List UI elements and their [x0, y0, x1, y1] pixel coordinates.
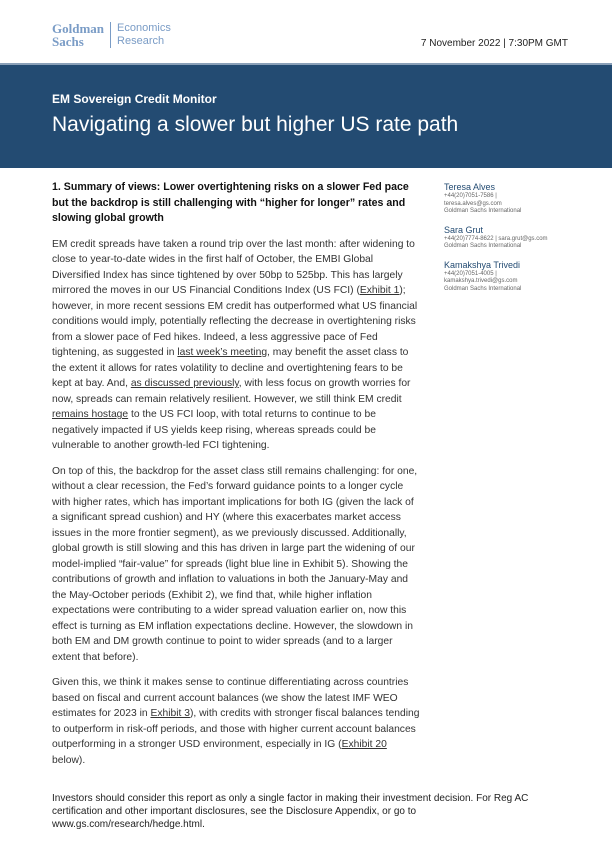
inline-link[interactable]: Exhibit 20: [341, 739, 387, 750]
disclosure-footer: Investors should consider this report as only a single factor in making their investment decision. For Reg AC certification and other important disclosures, see the Disclosure Appendix, or go to www.gs.com/research/hedge.html.: [52, 793, 529, 830]
author-firm: Goldman Sachs International: [444, 285, 522, 292]
author-phone: +44(20)7051-4005 |: [444, 270, 497, 277]
body-text: EM credit spreads have taken a round trip over the last month: after widening to close to year-to-date wides in the first half of October, the EMBI Global Diversified Index has since tightened by over 50bp to 525bp. This has largely mirrored the moves in our US Financial Conditions Index (US FCI) (: [52, 238, 415, 296]
author-email[interactable]: kamakshya.trivedi@gs.com: [444, 278, 518, 284]
body-text: to the US FCI loop, with total returns to continue to be negatively impacted if US yields keep rising, whereas spreads could be vulnerable to another growth-led FCI tightening.: [52, 409, 376, 451]
publish-date: 7 November 2022 | 7:30PM GMT: [420, 38, 568, 49]
dept-line: Economics: [117, 22, 171, 34]
author-email[interactable]: teresa.alves@gs.com: [444, 200, 502, 207]
body-text: , may benefit the asset class to the extent it allows for rates volatility to decline and overtightening fears to be kept at bay. And,: [52, 347, 409, 389]
body-text: ); however, in more recent sessions EM credit has outperformed what US financial conditions would imply, potentially reflecting the decrease in overtightening risks from a slower pace of Fed hikes. Indeed, a less aggressive pace of Fed tightening, as suggested in: [52, 285, 418, 358]
section-heading: 1. Summary of views: Lower overtightening risks on a slower Fed pace but the backdrop is still challenging with “higher for longer” rates and slowing global growth: [52, 181, 409, 224]
main-body: [52, 180, 422, 768]
series-name: EM Sovereign Credit Monitor: [52, 92, 217, 106]
body-paragraph: [52, 675, 422, 768]
body-text: below).: [52, 754, 86, 766]
report-title: Navigating a slower but higher US rate path: [52, 113, 459, 136]
body-text: On top of this, the backdrop for the asset class still remains challenging: for one, without a clear recession, the Fed’s forward guidance points to a longer cycle with higher rates, which has important implications for both IG (given the lack of a significant spread cushion) and HY (where this exacerbates market access issues in the more frontier segment), as we previously discussed. Additionally, global growth is still slowing and this has driven in large part the widening of our model-implied “fair-value” for spreads (light blue line in Exhibit 5). Showing the contributions of growth and inflation to valuations in both the January-May and the May-October periods (Exhibit 2), we find that, while higher inflation expectations were contributing to a wider spread valuation earlier on, now this effect is turning as EM inflation expectations decline. However, the slowdown in both EM and DM growth continue to point to wider spreads (and to a larger extent that before).: [52, 465, 418, 663]
author-name[interactable]: Sara Grut: [444, 224, 484, 235]
inline-link[interactable]: remains hostage: [52, 409, 129, 420]
body-text: Given this, we think it makes sense to continue differentiating across countries based on fiscal and current account balances (we show the latest IMF WEO estimates for 2023 in: [52, 677, 409, 719]
inline-link[interactable]: as discussed previously: [130, 378, 239, 389]
body-paragraph: [52, 464, 422, 666]
logo-line: Sachs: [52, 34, 84, 49]
logo-line: Goldman: [52, 21, 105, 36]
inline-link[interactable]: last week’s meeting: [177, 347, 268, 358]
author-name[interactable]: Teresa Alves: [444, 182, 496, 192]
dept-line: Research: [117, 35, 165, 47]
body-paragraph: [52, 237, 422, 454]
author-firm: Goldman Sachs International: [444, 208, 522, 214]
author-phone: +44(20)7774-8622 | sara.grut@gs.com: [444, 235, 548, 242]
body-text: ), with credits with stronger fiscal balances tending to outperform in risk-off periods, and those with higher current account balances outperforming in a stronger USD environment, especially in IG (: [52, 708, 420, 750]
inline-link[interactable]: Exhibit 3: [150, 708, 190, 719]
body-text: , with less focus on growth worries for now, spreads can remain relatively resilient. However, we still think EM credit: [52, 378, 411, 405]
author-firm: Goldman Sachs International: [444, 243, 522, 249]
author-phone: +44(20)7051-7586 |: [444, 193, 497, 199]
inline-link[interactable]: Exhibit 1: [359, 285, 400, 296]
author-name[interactable]: Kamakshya Trivedi: [444, 259, 521, 270]
